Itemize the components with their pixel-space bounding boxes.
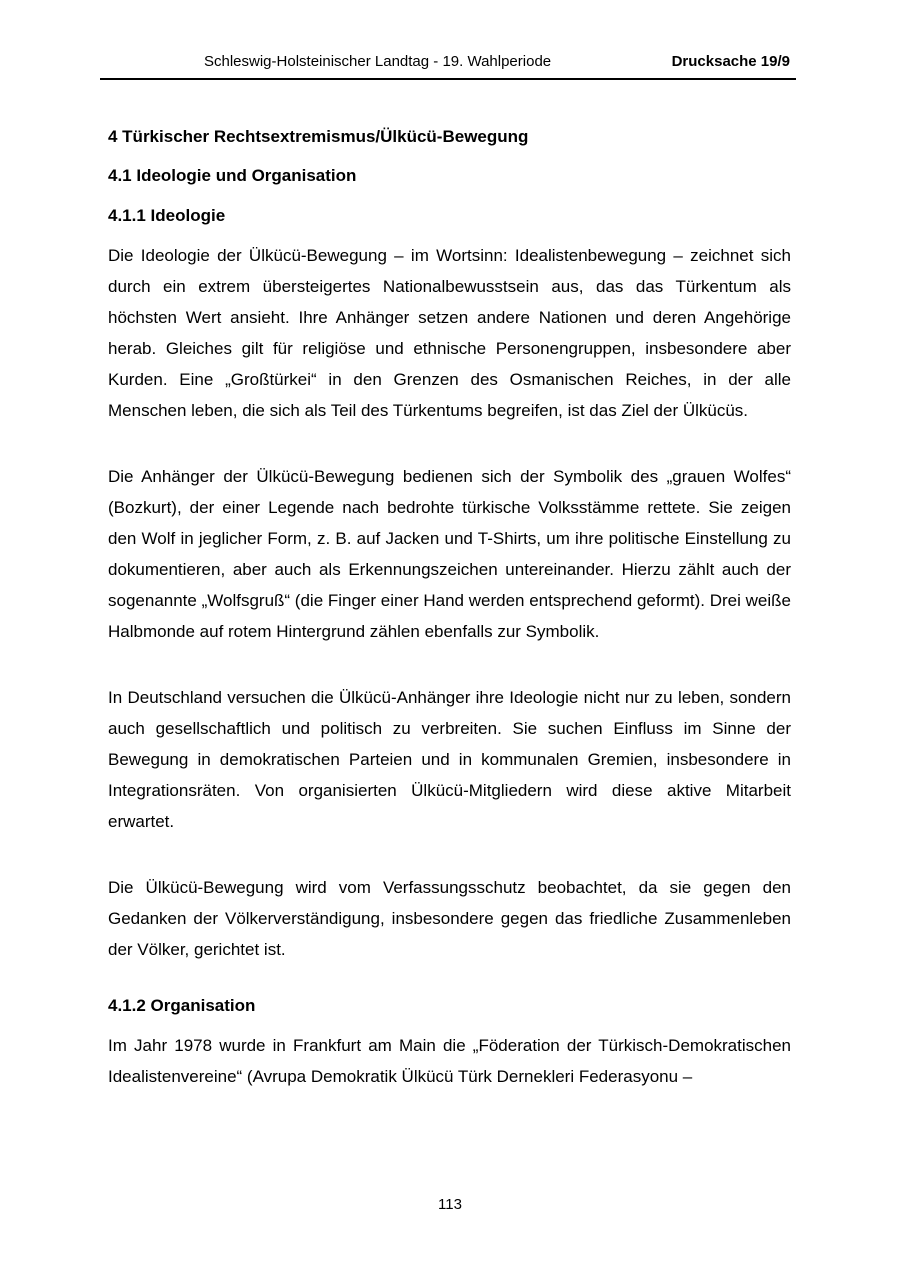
paragraph-ideology-1: Die Ideologie der Ülkücü-Bewegung – im Wortsinn: Idealistenbewegung – zeichnet sich durch ein extrem übersteigertes Nationalbewusstsein aus, das das Türkentum als höchsten Wert ansieht. Ihre Anhänger setzen andere Nationen und deren Angehörige herab. Gleiches gilt für religiöse und ethnische Personengruppen, insbesondere aber Kurden. Eine „Großtürkei“ in den Grenzen des Osmanischen Reiches, in der alle Menschen leben, die sich als Teil des Türkentums begreifen, ist das Ziel der Ülkücüs. (108, 246, 791, 420)
heading-section-4-1-2: 4.1.2 Organisation (108, 996, 256, 1015)
paragraph-ideology-2: Die Anhänger der Ülkücü-Bewegung bedienen sich der Symbolik des „grauen Wolfes“ (Bozkurt), der einer Legende nach bedrohte türkische Volksstämme rettete. Sie zeigen den Wolf in jeglicher Form, z. B. auf Jacken und T-Shirts, um ihre politische Einstellung zu dokumentieren, aber auch als Erkennungszeichen untereinander. Hierzu zählt auch der sogenannte „Wolfsgruß“ (die Finger einer Hand werden entsprechend geformt). Drei weiße Halbmonde auf rotem Hintergrund zählen ebenfalls zur Symbolik. (108, 467, 791, 641)
document-body (108, 122, 791, 1092)
heading-section-4-1-1: 4.1.1 Ideologie (108, 206, 226, 225)
heading-chapter-4: 4 Türkischer Rechtsextremismus/Ülkücü-Bewegung (108, 127, 529, 146)
paragraph-organisation-1: Im Jahr 1978 wurde in Frankfurt am Main die „Föderation der Türkisch-Demokratischen Idealistenvereine“ (Avrupa Demokratik Ülkücü Türk Dernekleri Federasyonu – (108, 1036, 791, 1086)
document-number: Drucksache 19/9 (671, 53, 790, 70)
page-number: 113 (438, 1196, 462, 1213)
paragraph-ideology-4: Die Ülkücü-Bewegung wird vom Verfassungsschutz beobachtet, da sie gegen den Gedanken der Völkerverständigung, insbesondere gegen das friedliche Zusammenleben der Völker, gerichtet ist. (108, 878, 791, 959)
paragraph-ideology-3: In Deutschland versuchen die Ülkücü-Anhänger ihre Ideologie nicht nur zu leben, sondern auch gesellschaftlich und politisch zu verbreiten. Sie suchen Einfluss im Sinne der Bewegung in demokratischen Parteien und in kommunalen Gremien, insbesondere in Integrationsräten. Von organisierten Ülkücü-Mitgliedern wird diese aktive Mitarbeit erwartet. (108, 688, 791, 831)
heading-section-4-1: 4.1 Ideologie und Organisation (108, 166, 357, 185)
header-title: Schleswig-Holsteinischer Landtag - 19. Wahlperiode (204, 53, 552, 70)
page-header (100, 48, 796, 80)
